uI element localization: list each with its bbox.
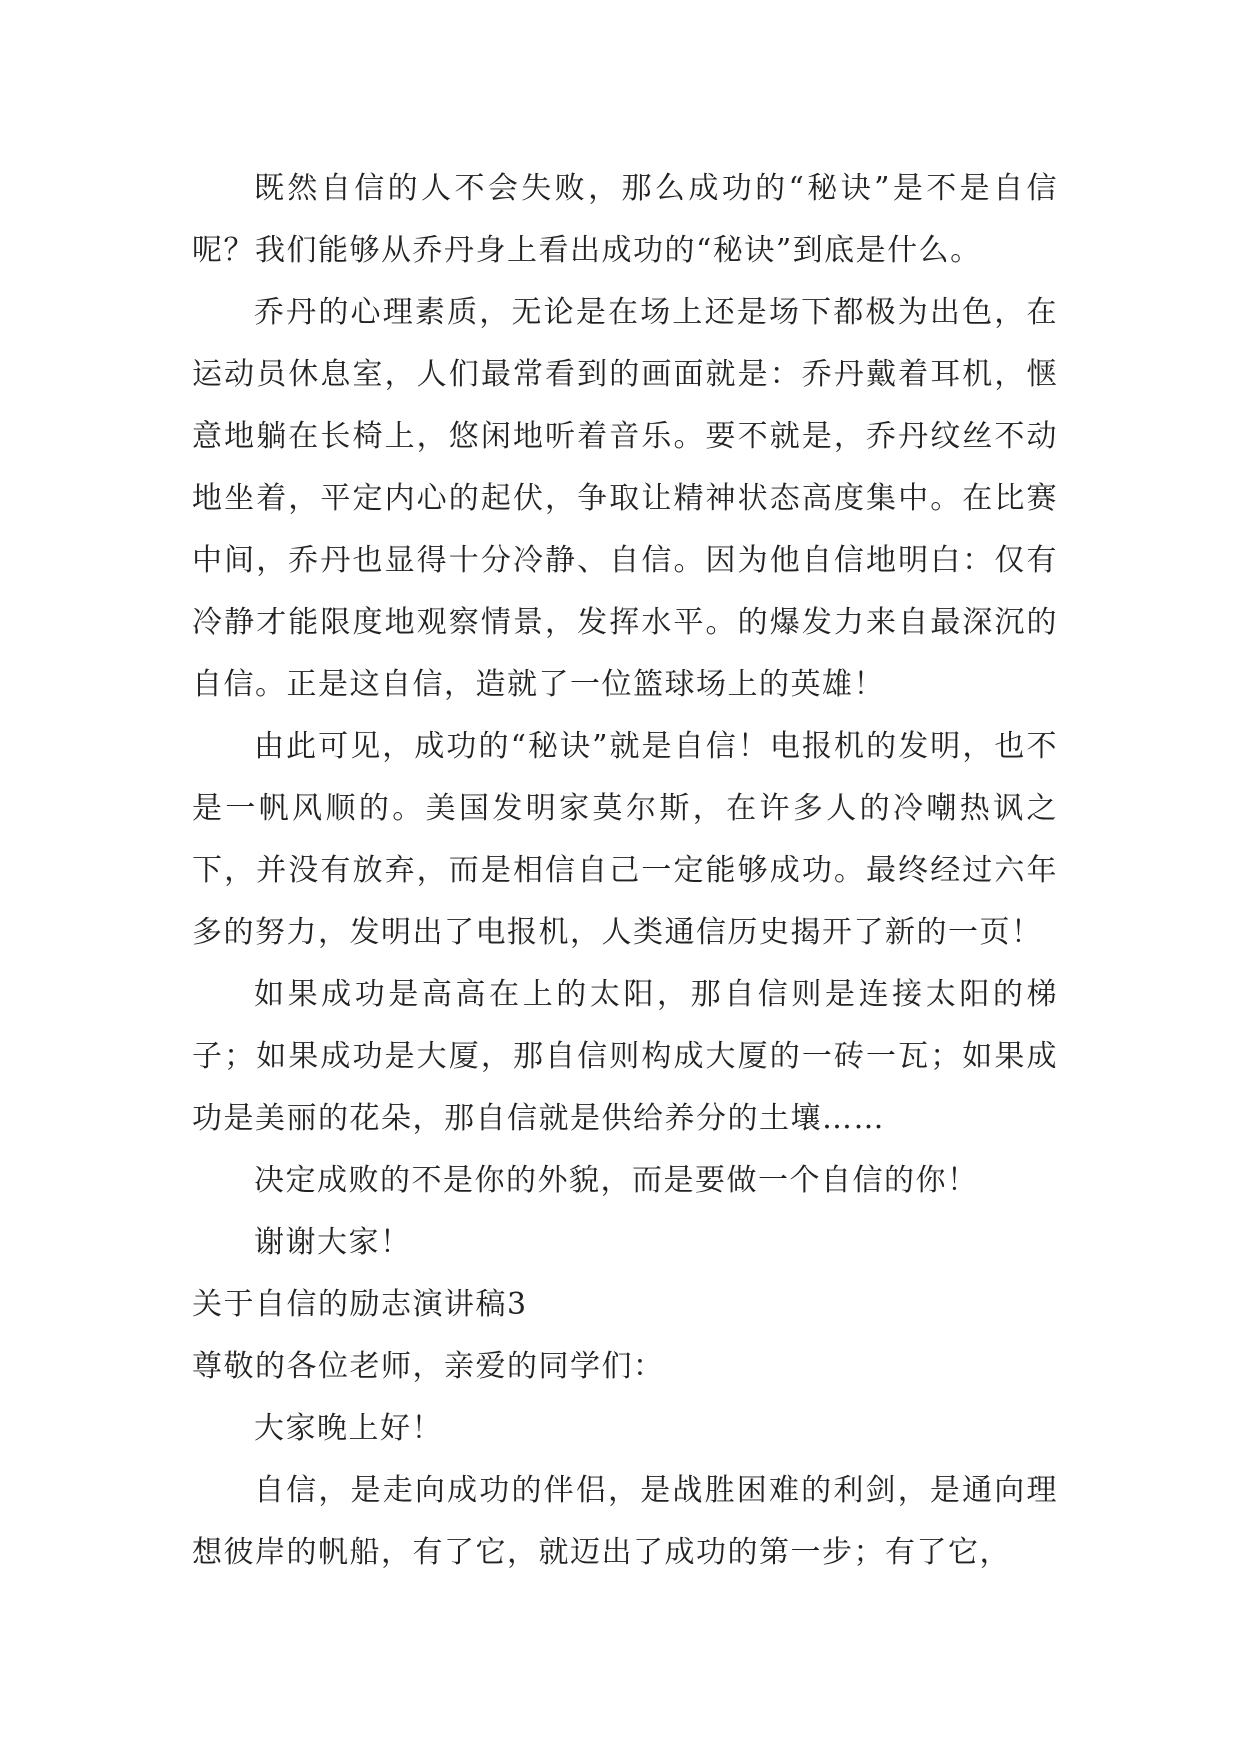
paragraph-sun-and-ladder: 如果成功是高高在上的太阳，那自信则是连接太阳的梯子；如果成功是大厦，那自信则构成大厦的一砖一瓦；如果成功是美丽的花朵，那自信就是供给养分的土壤…… <box>192 977 1058 1136</box>
paragraph-thanks: 谢谢大家！ <box>254 1225 412 1260</box>
greeting: 大家晚上好！ <box>254 1411 443 1446</box>
paragraph-closing-statement: 决定成败的不是你的外貌，而是要做一个自信的你！ <box>254 1163 979 1198</box>
paragraph-morse-telegraph: 由此可见，成功的“秘诀”就是自信！电报机的发明，也不是一帆风顺的。美国发明家莫尔斯，在许多人的冷嘲热讽之下，并没有放弃，而是相信自己一定能够成功。最终经过六年多的努力，发明出了电报机，人类通信历史揭开了新的一页！ <box>192 729 1058 950</box>
salutation: 尊敬的各位老师，亲爱的同学们： <box>192 1349 665 1384</box>
paragraph-confidence-partner: 自信，是走向成功的伴侣，是战胜困难的利剑，是通向理想彼岸的帆船，有了它，就迈出了成功的第一步；有了它， <box>192 1473 1058 1570</box>
section-title: 关于自信的励志演讲稿3 <box>192 1287 528 1322</box>
paragraph-secret-of-success: 既然自信的人不会失败，那么成功的“秘诀”是不是自信呢？我们能够从乔丹身上看出成功的“秘诀”到底是什么。 <box>192 171 1058 268</box>
document-body <box>192 158 1058 1584</box>
paragraph-jordan-composure: 乔丹的心理素质，无论是在场上还是场下都极为出色，在运动员休息室，人们最常看到的画面就是：乔丹戴着耳机，惬意地躺在长椅上，悠闲地听着音乐。要不就是，乔丹纹丝不动地坐着，平定内心的起伏，争取让精神状态高度集中。在比赛中间，乔丹也显得十分冷静、自信。因为他自信地明白：仅有冷静才能限度地观察情景，发挥水平。的爆发力来自最深沉的自信。正是这自信，造就了一位篮球场上的英雄！ <box>192 295 1058 702</box>
